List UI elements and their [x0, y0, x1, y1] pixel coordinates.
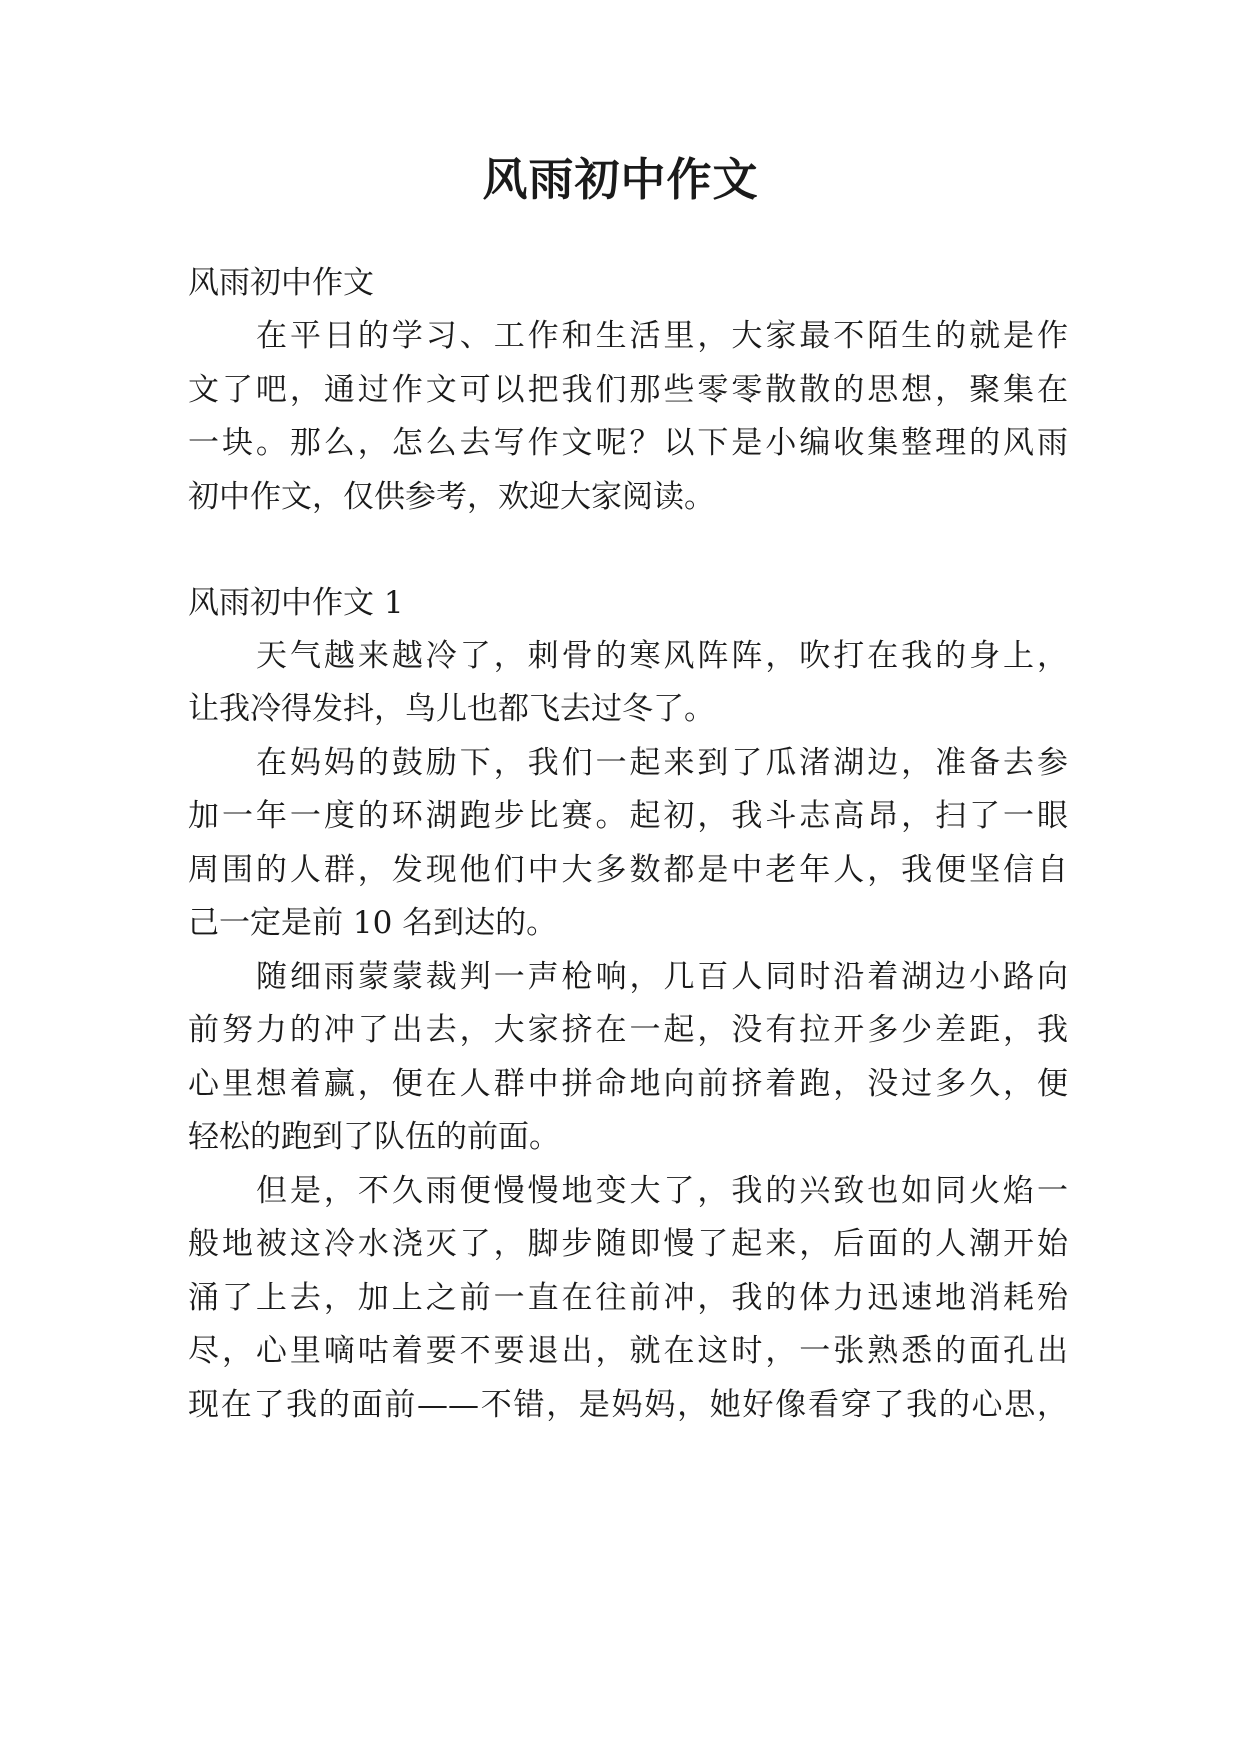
essay-line: 心里想着赢，便在人群中拼命地向前挤着跑，没过多久，便: [188, 1066, 1068, 1102]
intro-line: 在平日的学习、工作和生活里，大家最不陌生的就是作: [256, 318, 1068, 354]
essay-line: 但是，不久雨便慢慢地变大了，我的兴致也如同火焰一: [256, 1173, 1068, 1209]
essay-line: 尽，心里嘀咕着要不要退出，就在这时，一张熟悉的面孔出: [188, 1333, 1068, 1369]
essay-line: 随细雨蒙蒙裁判一声枪响，几百人同时沿着湖边小路向: [256, 959, 1068, 995]
essay-line: 轻松的跑到了队伍的前面。: [188, 1119, 560, 1155]
essay-line: 涌了上去，加上之前一直在往前冲，我的体力迅速地消耗殆: [188, 1280, 1068, 1316]
intro-line: 文了吧，通过作文可以把我们那些零零散散的思想，聚集在: [188, 372, 1068, 408]
essay-line: 在妈妈的鼓励下，我们一起来到了瓜渚湖边，准备去参: [256, 745, 1068, 781]
intro-heading: 风雨初中作文: [188, 265, 374, 301]
essay-line: 己一定是前 10 名到达的。: [188, 905, 558, 941]
intro-line: 初中作文，仅供参考，欢迎大家阅读。: [188, 479, 715, 515]
essay-line: 加一年一度的环湖跑步比赛。起初，我斗志高昂，扫了一眼: [188, 798, 1068, 834]
essay-line: 般地被这冷水浇灭了，脚步随即慢了起来，后面的人潮开始: [188, 1226, 1068, 1262]
essay-line: 现在了我的面前——不错，是妈妈，她好像看穿了我的心思，: [188, 1387, 1068, 1423]
essay-line: 前努力的冲了出去，大家挤在一起，没有拉开多少差距，我: [188, 1012, 1068, 1048]
document-title: 风雨初中作文: [482, 153, 759, 206]
essay-line: 让我冷得发抖，鸟儿也都飞去过冬了。: [188, 691, 715, 727]
essay-line: 天气越来越冷了，刺骨的寒风阵阵，吹打在我的身上，: [256, 638, 1068, 674]
essay-heading: 风雨初中作文 1: [188, 585, 404, 621]
essay-line: 周围的人群，发现他们中大多数都是中老年人，我便坚信自: [188, 852, 1068, 888]
intro-line: 一块。那么，怎么去写作文呢？以下是小编收集整理的风雨: [188, 425, 1068, 461]
